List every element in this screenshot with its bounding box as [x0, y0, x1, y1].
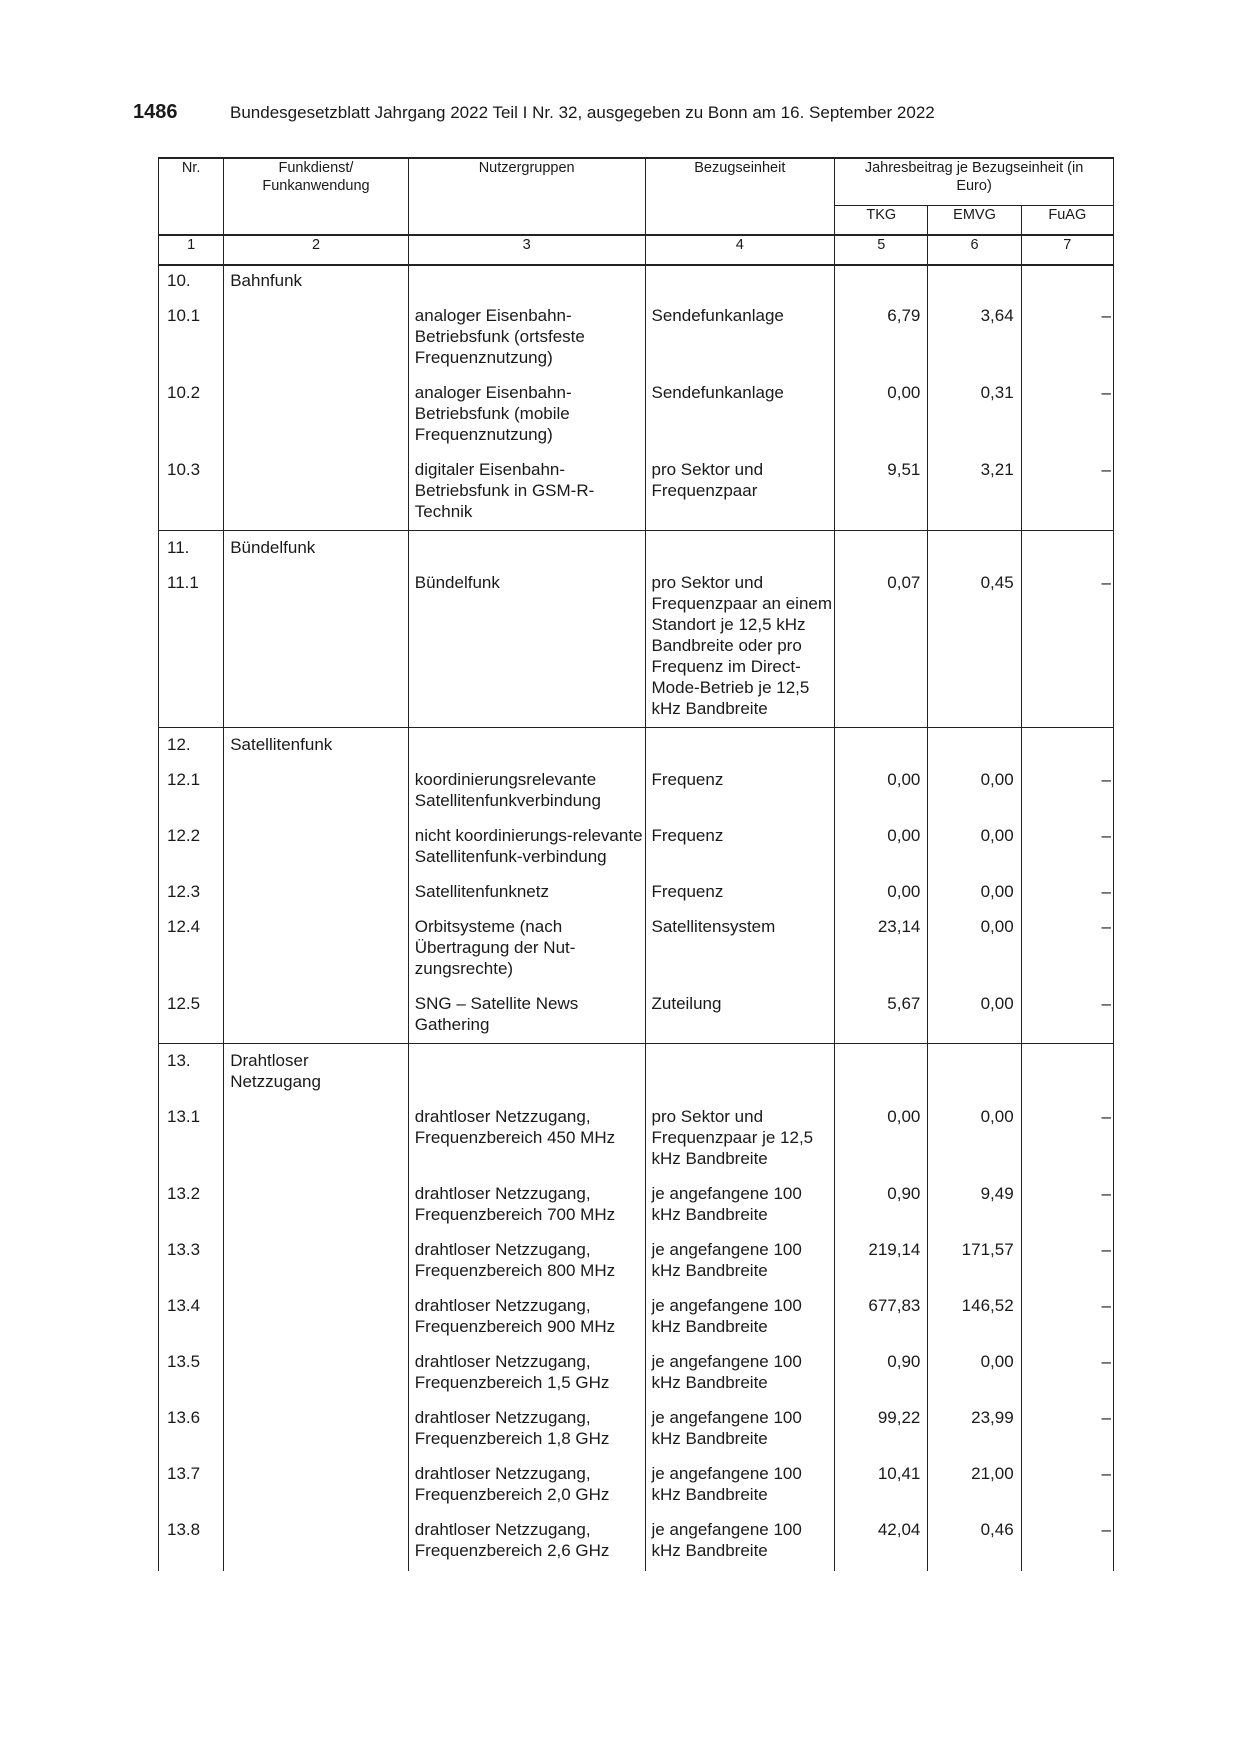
cell-tkg: 0,90 [835, 1169, 928, 1225]
table-row [159, 1092, 1114, 1169]
cell-emvg: 0,45 [928, 558, 1021, 728]
cell-funkdienst [224, 1337, 409, 1393]
cell-nutzer: digitaler Eisenbahn-Betriebsfunk in GSM-R-Technik [408, 445, 645, 531]
header-fuag: FuAG [1021, 206, 1113, 236]
header-bezugseinheit: Bezugseinheit [645, 158, 835, 235]
cell-nutzer: Satellitenfunknetz [408, 867, 645, 902]
header-tkg: TKG [835, 206, 928, 236]
header-jahresbeitrag-text: Jahresbeitrag je Bezugseinheit (in Euro) [864, 160, 1084, 194]
cell-funkdienst [224, 1393, 409, 1449]
cell-funkdienst [224, 558, 409, 728]
cell-tkg: 0,00 [835, 811, 928, 867]
cell-nr: 12.1 [159, 755, 224, 811]
cell-fuag: – [1021, 1393, 1113, 1449]
cell-nutzer: drahtloser Netzzugang, Frequenzbereich 1,8 GHz [408, 1393, 645, 1449]
cell-nutzer: drahtloser Netzzugang, Frequenzbereich 450 MHz [408, 1092, 645, 1169]
cell-tkg: 5,67 [835, 979, 928, 1044]
table-row [159, 811, 1114, 867]
cell-nr: 13.4 [159, 1281, 224, 1337]
running-head: Bundesgesetzblatt Jahrgang 2022 Teil I Nr. 32, ausgegeben zu Bonn am 16. September 2022 [230, 103, 935, 122]
cell-funkdienst [224, 755, 409, 811]
cell-emvg: 0,00 [928, 811, 1021, 867]
cell-bezug: je angefangene 100 kHz Bandbreite [645, 1337, 835, 1393]
cell-nutzer: drahtloser Netzzugang, Frequenzbereich 700 MHz [408, 1169, 645, 1225]
cell-nutzer [408, 1044, 645, 1093]
cell-bezug: Frequenz [645, 867, 835, 902]
table-row [159, 1449, 1114, 1505]
table-row [159, 979, 1114, 1044]
cell-emvg: 21,00 [928, 1449, 1021, 1505]
column-number: 7 [1021, 235, 1113, 265]
cell-fuag [1021, 1044, 1113, 1093]
cell-tkg: 0,00 [835, 867, 928, 902]
cell-bezug: Satellitensystem [645, 902, 835, 979]
cell-nutzer: SNG – Satellite News Gathering [408, 979, 645, 1044]
column-number: 3 [408, 235, 645, 265]
column-number: 2 [224, 235, 409, 265]
cell-emvg [928, 728, 1021, 756]
cell-fuag: – [1021, 755, 1113, 811]
table-row [159, 1169, 1114, 1225]
cell-emvg: 171,57 [928, 1225, 1021, 1281]
cell-bezug: je angefangene 100 kHz Bandbreite [645, 1449, 835, 1505]
cell-bezug: je angefangene 100 kHz Bandbreite [645, 1169, 835, 1225]
cell-fuag: – [1021, 1505, 1113, 1571]
cell-emvg: 0,00 [928, 979, 1021, 1044]
cell-tkg: 0,00 [835, 1092, 928, 1169]
cell-funkdienst [224, 1281, 409, 1337]
cell-funkdienst [224, 1169, 409, 1225]
cell-emvg: 0,46 [928, 1505, 1021, 1571]
header-emvg: EMVG [928, 206, 1021, 236]
cell-emvg: 0,31 [928, 368, 1021, 445]
cell-nutzer: analoger Eisenbahn-Betriebsfunk (ortsfeste Frequenznutzung) [408, 291, 645, 368]
table-row [159, 1044, 1114, 1093]
cell-fuag: – [1021, 1337, 1113, 1393]
cell-nutzer: drahtloser Netzzugang, Frequenzbereich 800 MHz [408, 1225, 645, 1281]
cell-fuag: – [1021, 867, 1113, 902]
cell-nutzer [408, 531, 645, 559]
cell-nr: 10.3 [159, 445, 224, 531]
cell-funkdienst [224, 1092, 409, 1169]
cell-emvg: 23,99 [928, 1393, 1021, 1449]
cell-funkdienst: Bahnfunk [224, 265, 409, 291]
cell-nutzer: Bündelfunk [408, 558, 645, 728]
cell-emvg: 0,00 [928, 902, 1021, 979]
cell-nutzer: Orbitsysteme (nach Übertragung der Nut-zungsrechte) [408, 902, 645, 979]
cell-emvg: 146,52 [928, 1281, 1021, 1337]
cell-tkg: 99,22 [835, 1393, 928, 1449]
cell-bezug: Sendefunkanlage [645, 368, 835, 445]
cell-funkdienst [224, 291, 409, 368]
header-nr: Nr. [159, 158, 224, 235]
cell-bezug: je angefangene 100 kHz Bandbreite [645, 1225, 835, 1281]
cell-emvg [928, 265, 1021, 291]
cell-tkg: 0,00 [835, 755, 928, 811]
cell-fuag [1021, 531, 1113, 559]
cell-bezug [645, 265, 835, 291]
cell-nutzer [408, 728, 645, 756]
cell-fuag: – [1021, 558, 1113, 728]
cell-tkg [835, 728, 928, 756]
cell-nr: 13.5 [159, 1337, 224, 1393]
cell-nr: 11.1 [159, 558, 224, 728]
cell-bezug: je angefangene 100 kHz Bandbreite [645, 1505, 835, 1571]
table-row [159, 728, 1114, 756]
cell-nr: 12. [159, 728, 224, 756]
table-row [159, 265, 1114, 291]
cell-tkg: 0,07 [835, 558, 928, 728]
table-row [159, 1505, 1114, 1571]
cell-tkg: 6,79 [835, 291, 928, 368]
cell-bezug: pro Sektor und Frequenzpaar je 12,5 kHz Bandbreite [645, 1092, 835, 1169]
table-row [159, 755, 1114, 811]
cell-funkdienst [224, 979, 409, 1044]
cell-tkg [835, 531, 928, 559]
table-row [159, 867, 1114, 902]
cell-tkg: 677,83 [835, 1281, 928, 1337]
cell-fuag: – [1021, 902, 1113, 979]
cell-nr: 10.2 [159, 368, 224, 445]
cell-nutzer: drahtloser Netzzugang, Frequenzbereich 2,0 GHz [408, 1449, 645, 1505]
cell-nutzer: drahtloser Netzzugang, Frequenzbereich 2,6 GHz [408, 1505, 645, 1571]
cell-nr: 10. [159, 265, 224, 291]
cell-nr: 10.1 [159, 291, 224, 368]
cell-funkdienst: Bündelfunk [224, 531, 409, 559]
cell-nr: 12.2 [159, 811, 224, 867]
cell-nutzer: koordinierungsrelevante Satellitenfunkverbindung [408, 755, 645, 811]
column-number: 6 [928, 235, 1021, 265]
table-row [159, 1281, 1114, 1337]
cell-bezug: Frequenz [645, 811, 835, 867]
table-row [159, 291, 1114, 368]
cell-tkg: 23,14 [835, 902, 928, 979]
cell-nr: 11. [159, 531, 224, 559]
cell-fuag [1021, 265, 1113, 291]
cell-nr: 12.5 [159, 979, 224, 1044]
cell-bezug [645, 531, 835, 559]
table-row [159, 368, 1114, 445]
cell-emvg: 3,21 [928, 445, 1021, 531]
cell-bezug: pro Sektor und Frequenzpaar an einem Standort je 12,5 kHz Bandbreite oder pro Frequenz im Direct-Mode-Betrieb je 12,5 kHz Bandbreite [645, 558, 835, 728]
cell-funkdienst [224, 902, 409, 979]
cell-tkg: 10,41 [835, 1449, 928, 1505]
cell-funkdienst [224, 1449, 409, 1505]
cell-fuag [1021, 728, 1113, 756]
cell-bezug [645, 1044, 835, 1093]
cell-tkg: 0,90 [835, 1337, 928, 1393]
table-row [159, 1337, 1114, 1393]
cell-nr: 13.3 [159, 1225, 224, 1281]
table-row [159, 558, 1114, 728]
table-row [159, 902, 1114, 979]
cell-fuag: – [1021, 291, 1113, 368]
cell-emvg: 0,00 [928, 1337, 1021, 1393]
cell-fuag: – [1021, 368, 1113, 445]
cell-fuag: – [1021, 811, 1113, 867]
cell-bezug [645, 728, 835, 756]
cell-tkg: 9,51 [835, 445, 928, 531]
cell-tkg: 0,00 [835, 368, 928, 445]
cell-funkdienst-text: Drahtloser Netzzugang [230, 1051, 321, 1091]
column-number: 4 [645, 235, 835, 265]
cell-nr: 13.2 [159, 1169, 224, 1225]
cell-tkg: 219,14 [835, 1225, 928, 1281]
cell-emvg [928, 1044, 1021, 1093]
cell-nr: 13.1 [159, 1092, 224, 1169]
cell-funkdienst [224, 368, 409, 445]
column-number: 1 [159, 235, 224, 265]
cell-nutzer: drahtloser Netzzugang, Frequenzbereich 1,5 GHz [408, 1337, 645, 1393]
header-funkdienst [224, 158, 409, 235]
cell-bezug: Zuteilung [645, 979, 835, 1044]
cell-nr: 12.4 [159, 902, 224, 979]
cell-nr: 13.6 [159, 1393, 224, 1449]
cell-tkg [835, 1044, 928, 1093]
cell-emvg: 9,49 [928, 1169, 1021, 1225]
table-row [159, 531, 1114, 559]
page-number: 1486 [133, 101, 178, 123]
cell-emvg: 0,00 [928, 1092, 1021, 1169]
cell-fuag: – [1021, 1169, 1113, 1225]
cell-nutzer: drahtloser Netzzugang, Frequenzbereich 900 MHz [408, 1281, 645, 1337]
fee-table [158, 157, 1114, 1571]
cell-fuag: – [1021, 1281, 1113, 1337]
cell-tkg [835, 265, 928, 291]
cell-fuag: – [1021, 445, 1113, 531]
cell-emvg: 3,64 [928, 291, 1021, 368]
column-number: 5 [835, 235, 928, 265]
cell-bezug: pro Sektor und Frequenzpaar [645, 445, 835, 531]
table-row [159, 1225, 1114, 1281]
cell-emvg [928, 531, 1021, 559]
cell-funkdienst [224, 1044, 409, 1093]
table-row [159, 1393, 1114, 1449]
cell-nr: 13.8 [159, 1505, 224, 1571]
cell-bezug: je angefangene 100 kHz Bandbreite [645, 1281, 835, 1337]
cell-nr: 13.7 [159, 1449, 224, 1505]
cell-emvg: 0,00 [928, 867, 1021, 902]
cell-funkdienst: Satellitenfunk [224, 728, 409, 756]
cell-funkdienst [224, 1225, 409, 1281]
cell-emvg: 0,00 [928, 755, 1021, 811]
page-header [133, 101, 1113, 129]
header-funkdienst-text: Funkdienst/ Funkanwendung [262, 160, 370, 194]
cell-nutzer [408, 265, 645, 291]
cell-funkdienst [224, 445, 409, 531]
cell-tkg: 42,04 [835, 1505, 928, 1571]
cell-fuag: – [1021, 1449, 1113, 1505]
header-nutzergruppen: Nutzergruppen [408, 158, 645, 235]
cell-funkdienst [224, 1505, 409, 1571]
cell-nutzer: nicht koordinierungs-relevante Satellitenfunk-verbindung [408, 811, 645, 867]
cell-fuag: – [1021, 1225, 1113, 1281]
cell-nutzer: analoger Eisenbahn-Betriebsfunk (mobile Frequenznutzung) [408, 368, 645, 445]
cell-nr: 13. [159, 1044, 224, 1093]
cell-bezug: je angefangene 100 kHz Bandbreite [645, 1393, 835, 1449]
table-row [159, 445, 1114, 531]
cell-funkdienst [224, 811, 409, 867]
cell-bezug: Frequenz [645, 755, 835, 811]
cell-bezug: Sendefunkanlage [645, 291, 835, 368]
cell-nr: 12.3 [159, 867, 224, 902]
cell-funkdienst [224, 867, 409, 902]
cell-fuag: – [1021, 979, 1113, 1044]
header-jahresbeitrag [835, 158, 1114, 206]
cell-fuag: – [1021, 1092, 1113, 1169]
